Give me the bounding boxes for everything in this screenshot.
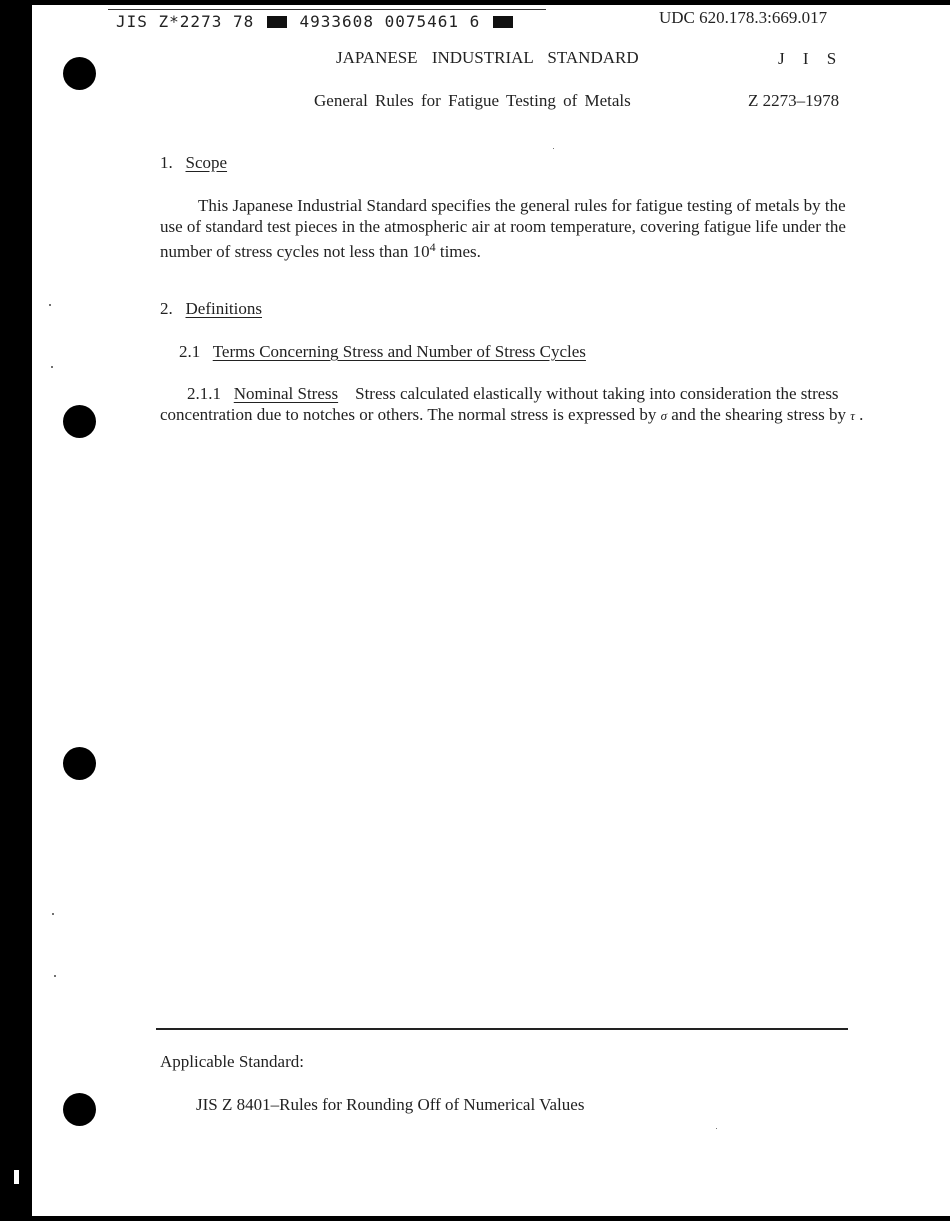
scope-text-end: times.: [435, 242, 481, 261]
section-title: Scope: [185, 153, 228, 172]
scan-speck: [716, 1128, 717, 1129]
standard-number: Z 2273–1978: [748, 91, 840, 110]
punch-hole: [63, 405, 96, 438]
scan-speck: [52, 913, 54, 915]
scan-speck: [49, 304, 51, 306]
jis-mark: J I S: [778, 49, 844, 68]
sigma-symbol: σ: [660, 407, 668, 423]
exponent: 4: [429, 240, 436, 254]
punch-hole: [63, 57, 96, 90]
scope-text: This Japanese Industrial Standard specifies the general rules for fatigue testing of metals by the use of standard test pieces in the atmospheric air at room temperature, covering fatigue life under the number of stress cycles not less than 10: [160, 196, 846, 261]
document-code-prefix: JIS Z*2273 78: [116, 12, 255, 31]
scan-speck: [51, 366, 53, 368]
applicable-standard-label: Applicable Standard:: [160, 1052, 304, 1071]
footnote-divider: [156, 1028, 848, 1030]
section-title: Definitions: [185, 299, 262, 318]
applicable-standard-reference: JIS Z 8401–Rules for Rounding Off of Numerical Values: [196, 1095, 585, 1114]
tau-symbol: τ: [850, 407, 855, 423]
scan-speck: [54, 975, 56, 977]
udc-classification: UDC 620.178.3:669.017: [659, 8, 828, 27]
scan-top-edge: [32, 0, 950, 5]
punch-hole: [63, 1093, 96, 1126]
subsection-title: Terms Concerning Stress and Number of Stress Cycles: [212, 342, 586, 361]
definition-number: 2.1.1: [187, 384, 221, 403]
subsection-heading: [179, 342, 586, 362]
document-code: [116, 12, 515, 31]
section-heading: [160, 153, 227, 173]
redaction-block: [493, 16, 513, 28]
definition-text: Stress calculated elastically without taking into consideration the stress concentration due to notches or others. The normal stress is expressed by: [160, 384, 839, 424]
scan-bottom-edge: [32, 1216, 950, 1221]
scan-speck: [553, 148, 554, 149]
standard-body: JAPANESE INDUSTRIAL STANDARD: [336, 48, 639, 67]
document-title: General Rules for Fatigue Testing of Metals: [314, 91, 631, 110]
scope-paragraph: [160, 196, 850, 263]
definition-text-3: .: [854, 404, 864, 424]
document-code-mid: 4933608 0075461 6: [299, 12, 481, 31]
section-number: 2.: [160, 299, 173, 318]
redaction-block: [267, 16, 287, 28]
section-number: 1.: [160, 153, 173, 172]
header-rule: [108, 9, 546, 10]
definition-term: Nominal Stress: [233, 384, 339, 403]
punch-hole: [63, 747, 96, 780]
definition-text-2: and the shearing stress by: [667, 404, 851, 424]
section-heading: [160, 299, 262, 319]
scan-mark: [14, 1170, 19, 1184]
subsection-number: 2.1: [179, 342, 201, 361]
definition-paragraph: [160, 384, 872, 426]
scan-left-edge: [0, 0, 32, 1221]
